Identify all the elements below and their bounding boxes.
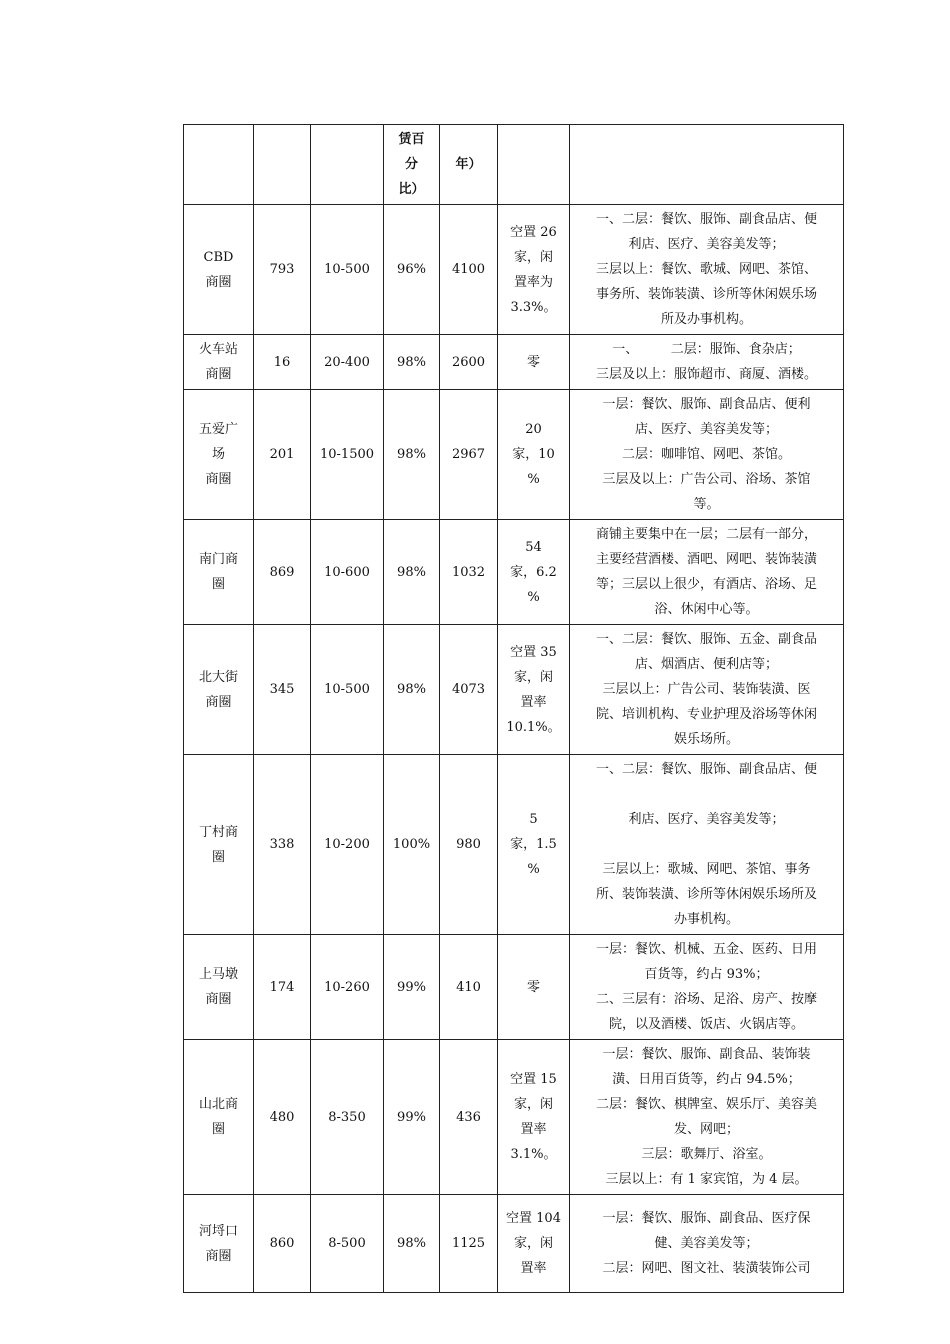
header-cell: 年） [440, 125, 498, 205]
area-range-cell: 10-1500 [311, 390, 384, 520]
shop-count-cell: 16 [254, 335, 311, 390]
rent-cell: 410 [440, 935, 498, 1040]
business-type-cell: 一层：餐饮、服饰、副食品、医疗保 健、美容美发等； 二层：网吧、图文社、装潢装饰公司 [570, 1195, 844, 1293]
rent-cell: 980 [440, 755, 498, 935]
table-row [184, 625, 844, 755]
rent-cell: 1032 [440, 520, 498, 625]
district-name-cell: CBD 商圈 [184, 205, 254, 335]
business-type-cell: 一层：餐饮、机械、五金、医药、日用 百货等，约占 93%； 二、三层有：浴场、足浴、房产、按摩 院，以及酒楼、饭店、火锅店等。 [570, 935, 844, 1040]
commercial-district-table [183, 124, 844, 1293]
area-range-cell: 10-200 [311, 755, 384, 935]
rent-cell: 1125 [440, 1195, 498, 1293]
vacancy-cell: 空置 35 家，闲 置率 10.1%。 [498, 625, 570, 755]
shop-count-cell: 174 [254, 935, 311, 1040]
rental-rate-cell: 98% [384, 335, 440, 390]
header-cell [184, 125, 254, 205]
rent-cell: 4100 [440, 205, 498, 335]
business-type-cell: 一层：餐饮、服饰、副食品、装饰装 潢、日用百货等，约占 94.5%； 二层：餐饮、棋牌室、娱乐厅、美容美 发、网吧； 三层：歌舞厅、浴室。 三层以上：有 1 家宾馆，为 4 层。 [570, 1040, 844, 1195]
vacancy-cell: 54 家，6.2 % [498, 520, 570, 625]
district-name-cell: 河埒口 商圈 [184, 1195, 254, 1293]
business-type-cell: 商铺主要集中在一层；二层有一部分， 主要经营酒楼、酒吧、网吧、装饰装潢 等；三层以上很少，有酒店、浴场、足 浴、休闲中心等。 [570, 520, 844, 625]
vacancy-cell: 5 家，1.5 % [498, 755, 570, 935]
table-row [184, 935, 844, 1040]
district-name-cell: 上马墩 商圈 [184, 935, 254, 1040]
area-range-cell: 20-400 [311, 335, 384, 390]
rent-cell: 436 [440, 1040, 498, 1195]
business-type-cell: 一层：餐饮、服饰、副食品店、便利 店、医疗、美容美发等； 二层：咖啡馆、网吧、茶馆。 三层及以上：广告公司、浴场、茶馆 等。 [570, 390, 844, 520]
business-type-cell: 一、二层：餐饮、服饰、五金、副食品 店、烟酒店、便利店等； 三层以上：广告公司、装饰装潢、医 院、培训机构、专业护理及浴场等休闲 娱乐场所。 [570, 625, 844, 755]
header-row [184, 125, 844, 205]
shop-count-cell: 338 [254, 755, 311, 935]
shop-count-cell: 793 [254, 205, 311, 335]
district-name-cell: 北大街 商圈 [184, 625, 254, 755]
table-row [184, 1040, 844, 1195]
district-name-cell: 南门商 圈 [184, 520, 254, 625]
rent-cell: 2600 [440, 335, 498, 390]
rent-cell: 4073 [440, 625, 498, 755]
district-name-cell: 山北商 圈 [184, 1040, 254, 1195]
vacancy-cell: 20 家，10 % [498, 390, 570, 520]
header-cell [570, 125, 844, 205]
rental-rate-cell: 98% [384, 390, 440, 520]
area-range-cell: 10-600 [311, 520, 384, 625]
vacancy-cell: 零 [498, 335, 570, 390]
district-name-cell: 丁村商 圈 [184, 755, 254, 935]
header-cell [254, 125, 311, 205]
table-row [184, 1195, 844, 1293]
vacancy-cell: 空置 104 家，闲 置率 [498, 1195, 570, 1293]
district-name-cell: 五爱广 场 商圈 [184, 390, 254, 520]
shop-count-cell: 201 [254, 390, 311, 520]
shop-count-cell: 480 [254, 1040, 311, 1195]
shop-count-cell: 869 [254, 520, 311, 625]
rental-rate-cell: 98% [384, 520, 440, 625]
area-range-cell: 8-500 [311, 1195, 384, 1293]
header-cell: 赁百 分 比） [384, 125, 440, 205]
vacancy-cell: 空置 15 家，闲 置率 3.1%。 [498, 1040, 570, 1195]
shop-count-cell: 860 [254, 1195, 311, 1293]
table-row [184, 335, 844, 390]
business-type-cell: 一、二层：餐饮、服饰、副食品店、便 利店、医疗、美容美发等； 三层以上：餐饮、歌城、网吧、茶馆、 事务所、装饰装潢、诊所等休闲娱乐场 所及办事机构。 [570, 205, 844, 335]
rental-rate-cell: 99% [384, 935, 440, 1040]
header-cell [311, 125, 384, 205]
rental-rate-cell: 99% [384, 1040, 440, 1195]
table-row [184, 205, 844, 335]
business-type-cell: 一、二层：餐饮、服饰、副食品店、便 利店、医疗、美容美发等； 三层以上：歌城、网吧、茶馆、事务 所、装饰装潢、诊所等休闲娱乐场所及 办事机构。 [570, 755, 844, 935]
area-range-cell: 8-350 [311, 1040, 384, 1195]
area-range-cell: 10-500 [311, 625, 384, 755]
rental-rate-cell: 96% [384, 205, 440, 335]
table-row [184, 520, 844, 625]
vacancy-cell: 零 [498, 935, 570, 1040]
business-type-cell: 一、 二层：服饰、食杂店； 三层及以上：服饰超市、商厦、酒楼。 [570, 335, 844, 390]
rental-rate-cell: 98% [384, 625, 440, 755]
area-range-cell: 10-500 [311, 205, 384, 335]
table-row [184, 755, 844, 935]
rental-rate-cell: 100% [384, 755, 440, 935]
rent-cell: 2967 [440, 390, 498, 520]
shop-count-cell: 345 [254, 625, 311, 755]
area-range-cell: 10-260 [311, 935, 384, 1040]
rental-rate-cell: 98% [384, 1195, 440, 1293]
vacancy-cell: 空置 26 家，闲 置率为 3.3%。 [498, 205, 570, 335]
header-cell [498, 125, 570, 205]
table-row [184, 390, 844, 520]
district-name-cell: 火车站 商圈 [184, 335, 254, 390]
